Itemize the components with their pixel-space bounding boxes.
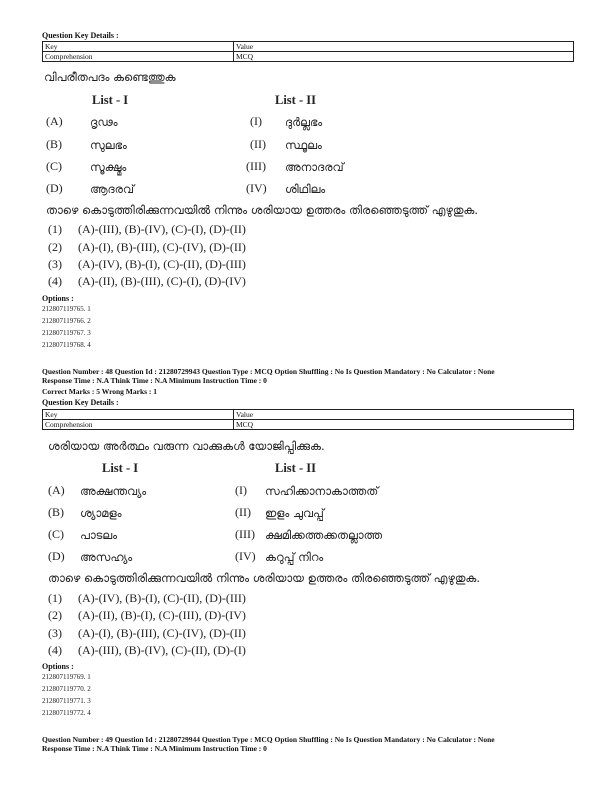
row-label: (II) <box>250 137 266 151</box>
list-2-item: സ്ഥൂലം <box>285 138 322 152</box>
answer-number: (2) <box>48 240 62 254</box>
table-header-key: Key <box>43 42 234 52</box>
list-2-item: ശിഥിലം <box>285 182 326 196</box>
list-1-item: ദൃഢം <box>90 115 118 129</box>
answer-text: (A)-(IV), (B)-(I), (C)-(II), (D)-(III) <box>78 257 246 271</box>
answer-number: (4) <box>48 643 62 657</box>
answer-text: (A)-(I), (B)-(III), (C)-(IV), (D)-(II) <box>78 240 246 254</box>
table-cell-value: MCQ <box>234 420 574 430</box>
row-label: (D) <box>48 549 65 563</box>
row-label: (I) <box>250 114 262 128</box>
list-1-item: അസഹ്യം <box>80 550 133 564</box>
question-timing: Response Time : N.A Think Time : N.A Minimum Instruction Time : 0 <box>42 376 267 385</box>
key-details-table <box>42 409 574 430</box>
table-header-key: Key <box>43 410 234 420</box>
table-cell-value: MCQ <box>234 52 574 62</box>
answer-number: (3) <box>48 257 62 271</box>
answer-text: (A)-(II), (B)-(III), (C)-(I), (D)-(IV) <box>78 274 246 288</box>
row-label: (III) <box>246 159 266 173</box>
row-label: (A) <box>46 114 63 128</box>
option-item: 212807119765. 1 <box>42 305 91 313</box>
list-2-item: അനാദരവ് <box>285 160 344 174</box>
answer-number: (1) <box>48 591 62 605</box>
list-1-item: ആദരവ് <box>90 182 134 196</box>
list-2-item: ക്ഷമിക്കത്തക്കതല്ലാത്ത <box>265 528 383 542</box>
row-label: (D) <box>46 181 63 195</box>
answer-prompt: താഴെ കൊടുത്തിരിക്കുന്നവയിൽ നിന്നും ശരിയായ ഉത്തരം തിരഞ്ഞെടുത്ത് എഴുതുക. <box>46 203 479 217</box>
table-cell-key: Comprehension <box>43 420 234 430</box>
row-label: (IV) <box>246 181 267 195</box>
answer-text: (A)-(II), (B)-(I), (C)-(III), (D)-(IV) <box>78 608 246 622</box>
answer-text: (A)-(III), (B)-(IV), (C)-(I), (D)-(II) <box>78 222 246 236</box>
row-label: (IV) <box>235 549 256 563</box>
row-label: (I) <box>235 483 247 497</box>
row-label: (C) <box>46 159 62 173</box>
list-1-item: ശ്യാമളം <box>80 506 122 520</box>
answer-number: (3) <box>48 626 62 640</box>
option-item: 212807119772. 4 <box>42 709 91 717</box>
question-meta: Question Number : 49 Question Id : 21280729944 Question Type : MCQ Option Shuffling : No Is Question Mandatory : No Calculator : None <box>42 735 495 744</box>
list-1-title: List - I <box>102 461 139 475</box>
option-item: 212807119767. 3 <box>42 329 91 337</box>
list-2-title: List - II <box>275 93 316 107</box>
table-header-value: Value <box>234 410 574 420</box>
list-1-item: സുലഭം <box>90 138 127 152</box>
key-details-title: Question Key Details : <box>42 31 119 40</box>
option-item: 212807119768. 4 <box>42 341 91 349</box>
list-2-item: സഹിക്കാനാകാത്തത് <box>265 484 379 498</box>
options-title: Options : <box>42 662 74 671</box>
question-instruction: ശരിയായ അർത്ഥം വരുന്ന വാക്കുകൾ യോജിപ്പിക്കുക. <box>48 439 325 453</box>
row-label: (B) <box>46 137 62 151</box>
list-1-title: List - I <box>92 93 129 107</box>
row-label: (B) <box>48 505 64 519</box>
row-label: (II) <box>235 505 251 519</box>
list-2-item: ഇളം ചുവപ്പ് <box>265 506 324 520</box>
answer-text: (A)-(III), (B)-(IV), (C)-(II), (D)-(I) <box>78 643 246 657</box>
table-cell-key: Comprehension <box>43 52 234 62</box>
row-label: (A) <box>48 483 65 497</box>
options-title: Options : <box>42 294 74 303</box>
question-marks: Correct Marks : 5 Wrong Marks : 1 <box>42 387 158 396</box>
list-1-item: അക്ഷന്തവ്യം <box>80 484 147 498</box>
row-label: (C) <box>48 527 64 541</box>
answer-number: (4) <box>48 274 62 288</box>
answer-text: (A)-(I), (B)-(III), (C)-(IV), (D)-(II) <box>78 626 246 640</box>
list-2-title: List - II <box>275 461 316 475</box>
question-meta: Question Number : 48 Question Id : 21280729943 Question Type : MCQ Option Shuffling : No Is Question Mandatory : No Calculator : None <box>42 367 495 376</box>
list-1-item: പാടലം <box>80 528 118 542</box>
row-label: (III) <box>235 527 255 541</box>
option-item: 212807119766. 2 <box>42 317 91 325</box>
list-2-item: കറുപ്പ് നിറം <box>265 550 324 564</box>
list-1-item: സൂക്ഷ്മം <box>90 160 127 174</box>
question-instruction: വിപരീതപദം കണ്ടെത്തുക <box>44 70 176 84</box>
list-2-item: ദുർല്ലഭം <box>285 115 323 129</box>
key-details-title: Question Key Details : <box>42 398 119 407</box>
answer-number: (2) <box>48 608 62 622</box>
question-timing: Response Time : N.A Think Time : N.A Minimum Instruction Time : 0 <box>42 744 267 753</box>
answer-prompt: താഴെ കൊടുത്തിരിക്കുന്നവയിൽ നിന്നും ശരിയായ ഉത്തരം തിരഞ്ഞെടുത്ത് എഴുതുക. <box>48 571 481 585</box>
key-details-table <box>42 41 574 62</box>
option-item: 212807119771. 3 <box>42 697 91 705</box>
option-item: 212807119769. 1 <box>42 673 91 681</box>
table-header-value: Value <box>234 42 574 52</box>
option-item: 212807119770. 2 <box>42 685 91 693</box>
answer-number: (1) <box>48 222 62 236</box>
answer-text: (A)-(IV), (B)-(I), (C)-(II), (D)-(III) <box>78 591 246 605</box>
